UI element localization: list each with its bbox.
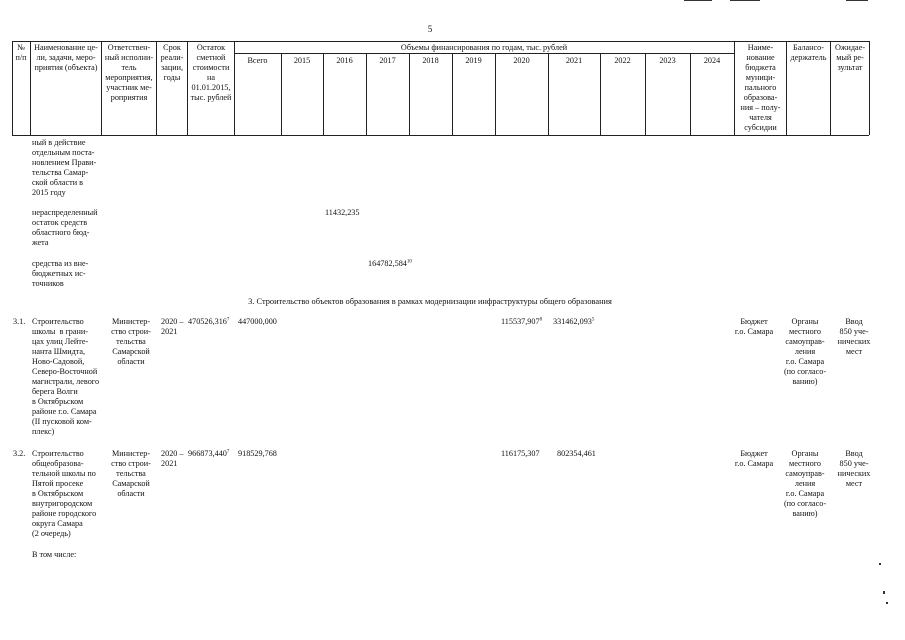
header-year-2019: 2019 — [465, 56, 482, 65]
extrabudget-value-2017: 164782,584$^{10}$ — [368, 259, 412, 268]
header-year-2015: 2015 — [293, 56, 311, 65]
undistributed-row-name: нераспределенный остаток средств областного бюд- жета — [32, 208, 98, 247]
extrabudget-row-name: средства из вне- бюджетных ис- точников — [32, 259, 89, 288]
including-label: В том числе: — [32, 550, 77, 559]
row-3-2-total: 918529,768 — [238, 449, 277, 458]
header-year-2020: 2020 — [513, 56, 530, 65]
header-year-2017: 2017 — [379, 56, 396, 65]
page-number: 5 — [427, 24, 433, 34]
continued-row-name: ный в действие отдельным поста- новлением Прави- тельства Самар- ской области в 2015 году — [32, 138, 97, 197]
header-name: Наименование це- ли, задачи, меро- приятия (объекта) — [34, 43, 98, 72]
undistributed-value-2016: 11432,235 — [325, 208, 360, 217]
header-year-2024: 2024 — [703, 56, 721, 65]
row-3-1-2020: 115537,907$^8$ — [501, 317, 543, 326]
header-year-2021: 2021 — [565, 56, 583, 65]
row-3-1-2021: 331462,093$^5$ — [553, 317, 595, 326]
row-3-2-result: Ввод 850 уче- нических мест — [837, 449, 871, 488]
row-3-2-num: 3.2. — [13, 449, 26, 458]
header-year-2022: 2022 — [614, 56, 631, 65]
section-3-title: 3. Строительство объектов образования в рамках модернизации инфраструктуры общего образования — [248, 297, 612, 306]
header-year-2018: 2018 — [422, 56, 439, 65]
row-3-2-budget: Бюджет г.о. Самара — [734, 449, 774, 468]
header-total: Всего — [247, 56, 268, 65]
header-funding: Объемы финансирования по годам, тыс. рублей — [400, 43, 568, 52]
header-year-2016: 2016 — [336, 56, 353, 65]
row-3-1-result: Ввод 850 уче- нических мест — [837, 317, 871, 356]
row-3-1-executor: Министер- ство строи- тельства Самарской области — [111, 317, 151, 366]
header-result: Ожидае- мый ре- зультат — [834, 43, 866, 72]
header-budget: Наиме- нование бюджета муници- пального образова- ния – полу- чателя субсидии — [740, 43, 781, 132]
header-executor: Ответствен- ный исполни- тель мероприятия, участник ме- роприятия — [104, 43, 154, 102]
row-3-2-rest: 966873,440$^7$ — [188, 449, 230, 458]
row-3-2-holder: Органы местного самоуправ- ления г.о. Самара (по согласо- ванию) — [783, 449, 827, 518]
row-3-1-rest: 470526,316$^7$ — [188, 317, 230, 326]
row-3-1-holder: Органы местного самоуправ- ления г.о. Самара (по согласо- ванию) — [783, 317, 827, 386]
table-header — [12, 41, 869, 135]
row-3-2-executor: Министер- ство строи- тельства Самарской области — [111, 449, 151, 498]
scan-artifact — [684, 0, 712, 1]
row-3-2-name: Строительство общеобразова- тельной школы по Пятой просеке в Октябрьском внутригородском районе городского округа Самара (2 очередь) — [32, 449, 97, 538]
scan-artifact — [846, 0, 868, 1]
header-holder: Балансо- держатель — [790, 43, 827, 62]
row-3-1-budget: Бюджет г.о. Самара — [734, 317, 774, 336]
row-3-2-2020: 116175,307 — [501, 449, 540, 458]
header-year-2023: 2023 — [659, 56, 676, 65]
row-3-1-name: Строительство школы в грани- цах улиц Лейте- нанта Шмидта, Ново-Садовой, Северо-Восточной магистрали, левого берега Волги в Октябрьском районе г.о. Самара (II пусковой ком- плекс) — [32, 317, 100, 436]
scan-artifact — [883, 591, 885, 594]
row-3-2-2021: 802354,461 — [557, 449, 596, 458]
scan-artifact — [886, 602, 888, 604]
header-term: Срок реали- зации, годы — [160, 43, 184, 82]
scan-artifact — [879, 563, 881, 565]
scan-artifact — [730, 0, 760, 1]
row-3-2-term: 2020 – 2021 — [161, 449, 184, 468]
row-3-1-num: 3.1. — [13, 317, 26, 326]
header-num: № п/п — [15, 43, 27, 62]
row-3-1-total: 447000,000 — [238, 317, 277, 326]
row-3-1-term: 2020 – 2021 — [161, 317, 184, 336]
header-rest: Остаток сметной стоимости на 01.01.2015, тыс. рублей — [190, 43, 232, 102]
